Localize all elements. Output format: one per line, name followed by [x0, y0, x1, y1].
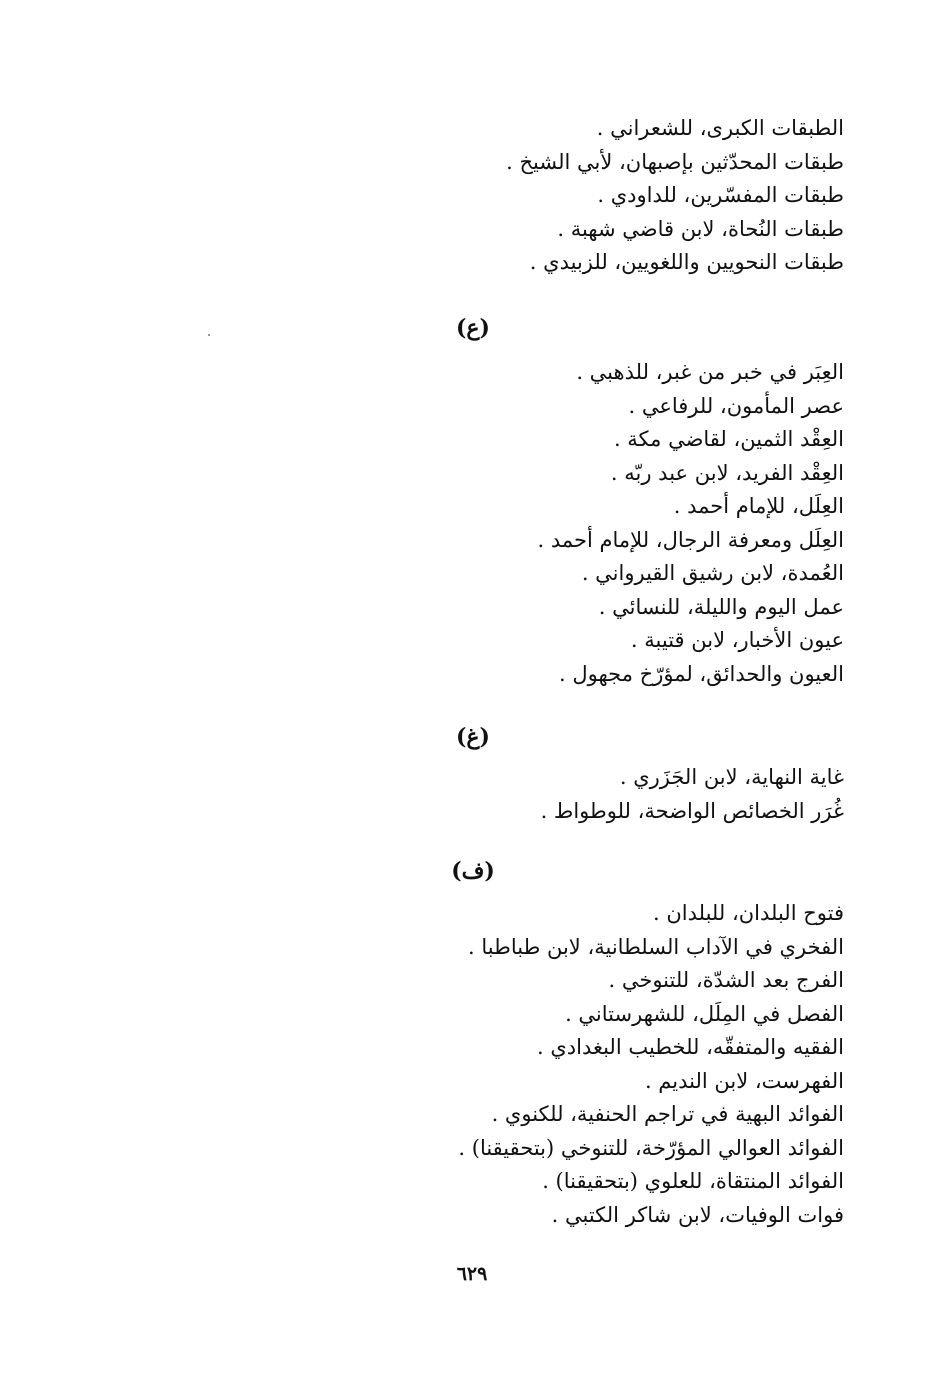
- page-number: ٦٢٩: [456, 1263, 488, 1285]
- scan-speck: [208, 334, 210, 336]
- list-item: فتوح البلدان، للبلدان .: [653, 901, 844, 925]
- section-ghain-list: [424, 761, 844, 828]
- list-item: الطبقات الكبرى، للشعراني .: [596, 116, 844, 140]
- list-item: العِقْد الثمين، لقاضي مكة .: [613, 427, 844, 451]
- list-item: الفخري في الآداب السلطانية، لابن طباطبا .: [468, 934, 844, 959]
- list-item: العِقْد الفريد، لابن عبد ربّه .: [610, 460, 844, 485]
- list-item: طبقات النحويين واللغويين، للزبيدي .: [529, 250, 844, 274]
- list-item: طبقات النُحاة، لابن قاضي شهبة .: [557, 216, 844, 241]
- list-item: الفوائد العوالي المؤرّخة، للتنوخي (بتحقيقنا) .: [458, 1135, 844, 1160]
- section-heading-ghain: (غ): [456, 724, 490, 750]
- list-item: طبقات المفسّرين، للداودي .: [597, 183, 844, 207]
- list-item: الفوائد البهية في تراجم الحنفية، للكنوي .: [491, 1102, 844, 1126]
- list-item: عمل اليوم والليلة، للنسائي .: [598, 594, 844, 619]
- list-item: طبقات المحدّثين بإصبهان، لأبي الشيخ .: [506, 149, 844, 174]
- list-item: الفوائد المنتقاة، للعلوي (بتحقيقنا) .: [542, 1169, 844, 1193]
- list-item: العُمدة، لابن رشيق القيرواني .: [581, 561, 844, 585]
- list-item: الفرج بعد الشدّة، للتنوخي .: [608, 968, 844, 992]
- list-item: عصر المأمون، للرفاعي .: [628, 393, 844, 418]
- list-item: الفصل في المِلَل، للشهرستاني .: [565, 1001, 844, 1026]
- section-heading-fa: (ف): [451, 858, 495, 884]
- list-item: غاية النهاية، لابن الجَزَري .: [619, 765, 844, 789]
- list-item: العِلَل، للإمام أحمد .: [673, 494, 844, 518]
- list-item: عيون الأخبار، لابن قتيبة .: [630, 628, 844, 652]
- list-item: الفقيه والمتفقّه، للخطيب البغدادي .: [536, 1035, 844, 1059]
- section-heading-ain: (ع): [456, 315, 490, 341]
- list-item: الفهرست، لابن النديم .: [644, 1068, 844, 1093]
- section-tabaqat-list: [424, 112, 844, 280]
- list-item: غُرَر الخصائص الواضحة، للوطواط .: [540, 798, 844, 823]
- list-item: العيون والحدائق، لمؤرّخ مجهول .: [559, 661, 844, 686]
- section-ain-list: [424, 356, 844, 691]
- list-item: العِبَر في خبر من غبر، للذهبي .: [576, 360, 844, 384]
- list-item: العِلَل ومعرفة الرجال، للإمام أحمد .: [537, 527, 844, 552]
- section-fa-list: [424, 897, 844, 1232]
- list-item: فوات الوفيات، لابن شاكر الكتبي .: [551, 1202, 844, 1227]
